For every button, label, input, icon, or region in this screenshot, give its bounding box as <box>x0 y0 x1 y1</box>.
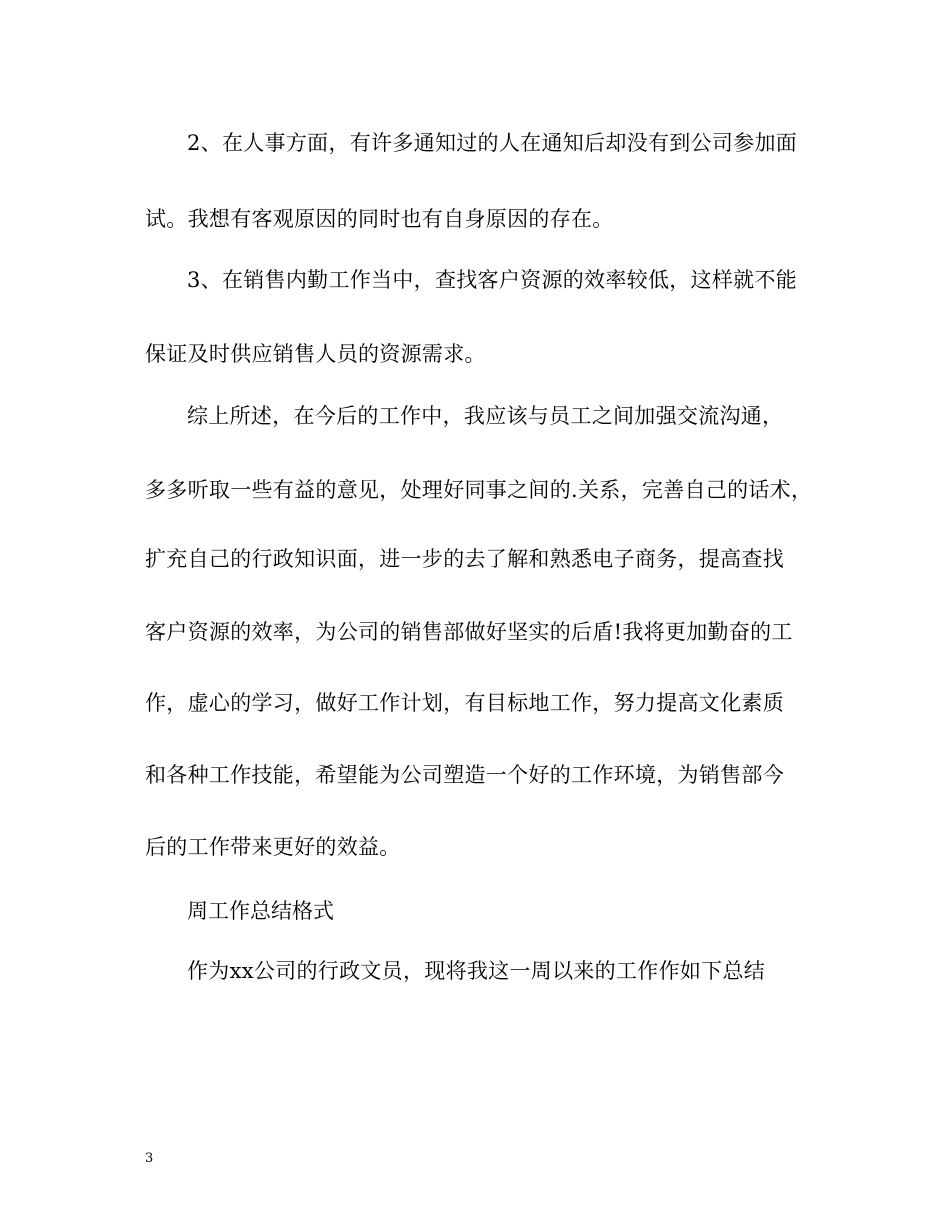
page-number: 3 <box>145 1151 154 1166</box>
paragraph-line: 试。我想有客观原因的同时也有自身原因的存在。 <box>145 207 614 231</box>
paragraph-line: 3、在销售内勤工作当中，查找客户资源的效率较低，这样就不能 <box>187 268 798 292</box>
paragraph-line: 综上所述，在今后的工作中，我应该与员工之间加强交流沟通， <box>187 404 784 428</box>
paragraph-line: 客户资源的效率，为公司的销售部做好坚实的后盾!我将更加勤奋的工 <box>145 620 793 644</box>
paragraph-line: 多多听取一些有益的意见，处理好同事之间的.关系，完善自己的话术， <box>145 478 813 502</box>
paragraph-line: 2、在人事方面，有许多通知过的人在通知后却没有到公司参加面 <box>187 131 798 155</box>
section-heading: 周工作总结格式 <box>187 899 334 923</box>
paragraph-line: 后的工作带来更好的效益。 <box>145 835 401 859</box>
paragraph-line: 作，虚心的学习，做好工作计划，有目标地工作，努力提高文化素质 <box>145 691 784 715</box>
closing-line: 作为xx公司的行政文员，现将我这一周以来的工作作如下总结 <box>187 959 766 983</box>
paragraph-line: 和各种工作技能，希望能为公司塑造一个好的工作环境，为销售部今 <box>145 763 784 787</box>
paragraph-line: 扩充自己的行政知识面，进一步的去了解和熟悉电子商务，提高查找 <box>145 547 784 571</box>
paragraph-line: 保证及时供应销售人员的资源需求。 <box>145 342 486 366</box>
